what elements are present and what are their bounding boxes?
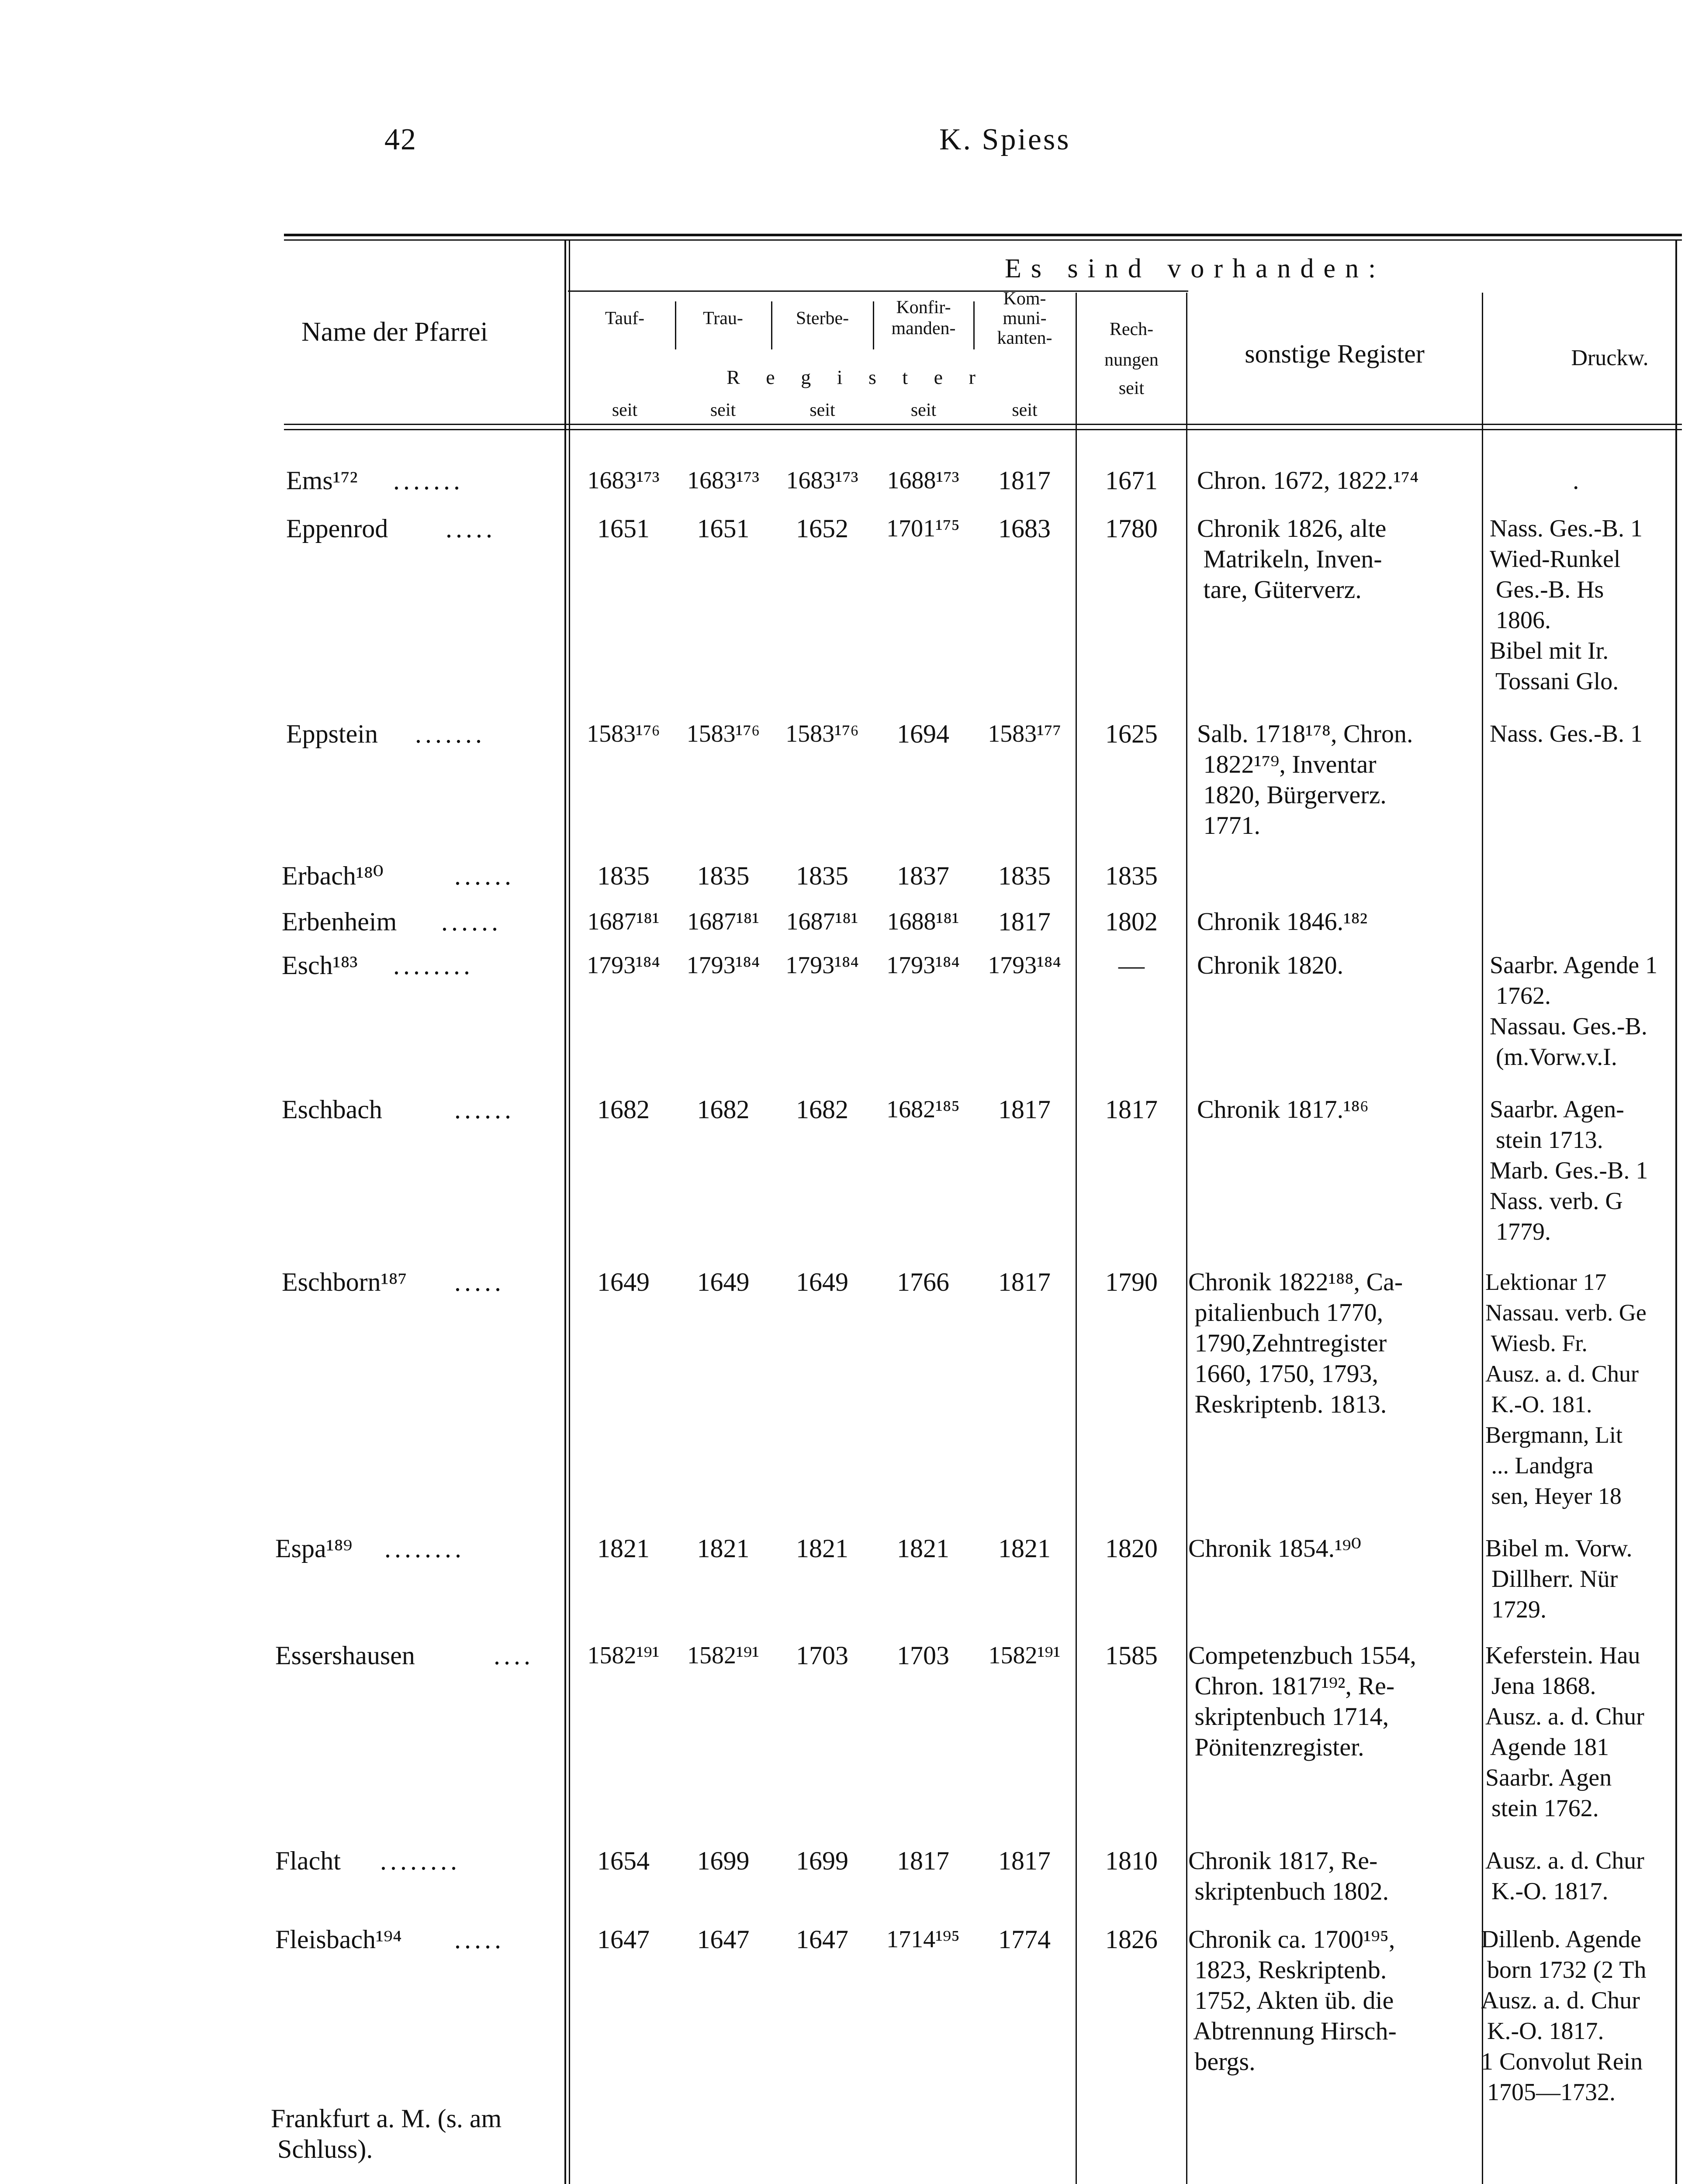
col-kom-header-1: Kom-: [1003, 289, 1046, 309]
row-3-konf: 1837: [897, 861, 949, 890]
col-trau-seit: seit: [710, 400, 736, 420]
row-2-name: Eppstein: [286, 719, 378, 748]
row-6-sonstige: Chronik 1817.¹⁸⁶: [1197, 1095, 1369, 1123]
sonst-column-rule: [1482, 293, 1483, 2184]
row-7-dots: .....: [454, 1268, 505, 1296]
row-5-sterbe: 1793¹⁸⁴: [785, 952, 859, 979]
header-bottom-rule-2: [284, 429, 1682, 430]
row-9-dots: ....: [494, 1641, 534, 1670]
row-10-sonstige: Chronik 1817, Re- skriptenbuch 1802.: [1188, 1846, 1389, 1905]
header-bottom-rule: [284, 424, 1682, 425]
row-3-tauf: 1835: [597, 861, 650, 890]
row-2-druck: Nass. Ges.-B. 1: [1490, 720, 1643, 747]
row-0-name: Ems¹⁷²: [286, 466, 358, 495]
col-sonstige-header: sonstige Register: [1245, 339, 1425, 368]
row-9-rech: 1585: [1105, 1641, 1158, 1670]
row-7-trau: 1649: [697, 1268, 750, 1296]
row-10-druck: Ausz. a. d. Chur K.-O. 1817.: [1485, 1847, 1644, 1905]
row-2-konf: 1694: [897, 719, 949, 748]
row-10-tauf: 1654: [597, 1846, 650, 1875]
row-5-name: Esch¹⁸³: [282, 951, 358, 980]
row-3-name: Erbach¹⁸⁰: [282, 861, 384, 890]
row-11-trau: 1647: [697, 1925, 750, 1954]
row-11-name: Fleisbach¹⁹⁴: [275, 1925, 402, 1954]
top-rule-thin: [284, 239, 1682, 241]
row-5-sonstige: Chronik 1820.: [1197, 951, 1344, 979]
row-2-sonstige: Salb. 1718¹⁷⁸, Chron. 1822¹⁷⁹, Inventar 1820, Bürgerverz. 1771.: [1197, 719, 1413, 840]
row-6-trau: 1682: [697, 1095, 750, 1124]
row-1-druck: Nass. Ges.-B. 1 Wied-Runkel Ges.-B. Hs 1806. Bibel mit Ir. Tossani Glo.: [1490, 515, 1643, 695]
row-1-name: Eppenrod: [286, 514, 388, 543]
row-1-tauf: 1651: [597, 514, 650, 543]
col-name-header: Name der Pfarrei: [301, 317, 488, 347]
row-5-rech: —: [1118, 951, 1145, 980]
col-druck-header: Druckw.: [1571, 346, 1649, 370]
row-6-druck: Saarbr. Agen- stein 1713. Marb. Ges.-B. 1 Nass. verb. G 1779.: [1490, 1096, 1648, 1245]
row-8-druck: Bibel m. Vorw. Dillherr. Nür 1729.: [1485, 1535, 1633, 1623]
row-3-rech: 1835: [1105, 861, 1158, 890]
row-11-dots: .....: [454, 1925, 505, 1954]
row-12-name: Frankfurt a. M. (s. am Schluss).: [271, 2104, 502, 2163]
col-registers-header: R e g i s t e r: [726, 366, 986, 388]
row-1-sonstige: Chronik 1826, alte Matrikeln, Inven- tare, Güterverz.: [1197, 514, 1387, 604]
col-rech-header-1: Rech-: [1109, 319, 1154, 339]
row-2-kom: 1583¹⁷⁷: [988, 720, 1061, 747]
row-10-dots: ........: [380, 1846, 460, 1875]
row-3-dots: ......: [454, 861, 515, 890]
row-7-druck: Lektionar 17 Nassau. verb. Ge Wiesb. Fr. Ausz. a. d. Chur K.-O. 181. Bergmann, Lit ... Landgra sen, Heyer 18: [1485, 1269, 1647, 1509]
row-4-sterbe: 1687¹⁸¹: [786, 908, 858, 935]
row-4-rech: 1802: [1105, 907, 1158, 936]
row-2-trau: 1583¹⁷⁶: [686, 720, 760, 747]
col-konfir-header-1: Konfir-: [896, 297, 951, 318]
row-2-dots: .......: [415, 719, 485, 748]
col-trau-header: Trau-: [703, 308, 743, 328]
row-9-name: Essershausen: [275, 1641, 415, 1670]
row-5-konf: 1793¹⁸⁴: [886, 952, 960, 979]
row-6-name: Eschbach: [282, 1095, 382, 1124]
row-4-sonstige: Chronik 1846.¹⁸²: [1197, 907, 1368, 936]
row-6-konf: 1682¹⁸⁵: [886, 1096, 960, 1123]
col-rech-header-2: nungen: [1104, 350, 1159, 370]
row-8-tauf: 1821: [597, 1534, 650, 1563]
row-8-dots: ........: [384, 1534, 465, 1563]
row-0-dots: .......: [393, 466, 464, 495]
row-4-konf: 1688¹⁸¹: [887, 908, 959, 935]
row-4-kom: 1817: [998, 907, 1051, 936]
row-9-kom: 1582¹⁹¹: [988, 1642, 1061, 1669]
col-kom-seit: seit: [1012, 400, 1038, 420]
row-10-name: Flacht: [275, 1846, 341, 1875]
row-9-konf: 1703: [897, 1641, 949, 1670]
row-7-rech: 1790: [1105, 1268, 1158, 1296]
col-tauf-header: Tauf-: [605, 308, 645, 328]
row-7-kom: 1817: [998, 1268, 1051, 1296]
row-1-dots: .....: [446, 514, 496, 543]
row-6-rech: 1817: [1105, 1095, 1158, 1124]
row-11-konf: 1714¹⁹⁵: [886, 1926, 960, 1953]
row-0-kom: 1817: [998, 466, 1051, 495]
row-8-kom: 1821: [998, 1534, 1051, 1563]
trau-header-rule: [771, 301, 772, 349]
name-column-rule-2: [569, 239, 570, 2184]
row-9-tauf: 1582¹⁹¹: [587, 1642, 660, 1669]
row-11-rech: 1826: [1105, 1925, 1158, 1954]
col-present-header: Es sind vorhanden:: [1005, 254, 1386, 283]
row-11-sterbe: 1647: [796, 1925, 848, 1954]
row-9-druck: Keferstein. Hau Jena 1868. Ausz. a. d. Chur Agende 181 Saarbr. Agen stein 1762.: [1485, 1642, 1644, 1822]
row-11-tauf: 1647: [597, 1925, 650, 1954]
row-7-sterbe: 1649: [796, 1268, 848, 1296]
konf-header-rule: [973, 301, 975, 349]
row-11-kom: 1774: [998, 1925, 1051, 1954]
col-konf-seit: seit: [910, 400, 937, 420]
col-konfir-header-2: manden-: [891, 318, 956, 339]
row-5-druck: Saarbr. Agende 1 1762. Nassau. Ges.-B. (m.Vorw.v.I.: [1490, 952, 1658, 1071]
row-9-sterbe: 1703: [796, 1641, 848, 1670]
row-0-rech: 1671: [1105, 466, 1158, 495]
present-rule: [568, 290, 1188, 292]
row-8-name: Espa¹⁸⁹: [275, 1534, 353, 1563]
row-11-druck: Dillenb. Agende born 1732 (2 Th Ausz. a. d. Chur K.-O. 1817. 1 Convolut Rein 1705—1732.: [1481, 1926, 1647, 2106]
row-1-konf: 1701¹⁷⁵: [886, 515, 960, 542]
row-6-sterbe: 1682: [796, 1095, 848, 1124]
sterbe-header-rule: [873, 301, 874, 349]
row-8-rech: 1820: [1105, 1534, 1158, 1563]
row-2-rech: 1625: [1105, 719, 1158, 748]
page-number: 42: [384, 123, 417, 156]
row-10-kom: 1817: [998, 1846, 1051, 1875]
row-0-tauf: 1683¹⁷³: [587, 467, 660, 494]
row-5-trau: 1793¹⁸⁴: [686, 952, 760, 979]
row-3-trau: 1835: [697, 861, 750, 890]
row-9-trau: 1582¹⁹¹: [687, 1642, 760, 1669]
row-8-sonstige: Chronik 1854.¹⁹⁰: [1188, 1534, 1361, 1562]
right-edge-rule: [1675, 239, 1677, 2184]
kom-column-rule: [1076, 293, 1077, 2184]
row-0-sterbe: 1683¹⁷³: [786, 467, 858, 494]
row-1-sterbe: 1652: [796, 514, 848, 543]
row-9-sonstige: Competenzbuch 1554, Chron. 1817¹⁹², Re- skriptenbuch 1714, Pönitenzregister.: [1188, 1641, 1416, 1761]
row-11-sonstige: Chronik ca. 1700¹⁹⁵, 1823, Reskriptenb. 1752, Akten üb. die Abtrennung Hirsch- bergs.: [1188, 1925, 1397, 2076]
row-8-konf: 1821: [897, 1534, 949, 1563]
row-4-dots: ......: [441, 907, 502, 936]
row-1-trau: 1651: [697, 514, 750, 543]
col-rech-header-3: seit: [1118, 378, 1145, 398]
row-7-name: Eschborn¹⁸⁷: [282, 1268, 407, 1296]
col-sterbe-seit: seit: [809, 400, 835, 420]
row-10-rech: 1810: [1105, 1846, 1158, 1875]
row-1-kom: 1683: [998, 514, 1051, 543]
row-8-sterbe: 1821: [796, 1534, 848, 1563]
row-10-trau: 1699: [697, 1846, 750, 1875]
row-2-sterbe: 1583¹⁷⁶: [785, 720, 859, 747]
row-4-tauf: 1687¹⁸¹: [587, 908, 660, 935]
rech-column-rule: [1186, 293, 1187, 2184]
top-rule: [284, 234, 1682, 236]
row-3-sterbe: 1835: [796, 861, 848, 890]
row-7-sonstige: Chronik 1822¹⁸⁸, Ca- pitalienbuch 1770, 1790,Zehntregister 1660, 1750, 1793, Reskriptenb. 1813.: [1188, 1268, 1403, 1418]
col-tauf-seit: seit: [612, 400, 638, 420]
col-sterbe-header: Sterbe-: [796, 308, 849, 328]
row-2-tauf: 1583¹⁷⁶: [587, 720, 660, 747]
row-7-konf: 1766: [897, 1268, 949, 1296]
row-6-tauf: 1682: [597, 1095, 650, 1124]
row-5-kom: 1793¹⁸⁴: [988, 952, 1061, 979]
row-5-tauf: 1793¹⁸⁴: [587, 952, 660, 979]
row-0-konf: 1688¹⁷³: [887, 467, 959, 494]
row-8-trau: 1821: [697, 1534, 750, 1563]
row-5-dots: ........: [393, 951, 474, 980]
row-4-trau: 1687¹⁸¹: [687, 908, 760, 935]
row-10-sterbe: 1699: [796, 1846, 848, 1875]
col-kom-header-2: muni-: [1003, 308, 1047, 328]
row-0-sonstige: Chron. 1672, 1822.¹⁷⁴: [1197, 466, 1419, 494]
row-10-konf: 1817: [897, 1846, 949, 1875]
row-4-name: Erbenheim: [282, 907, 397, 936]
row-3-kom: 1835: [998, 861, 1051, 890]
tauf-header-rule: [675, 301, 676, 349]
row-1-rech: 1780: [1105, 514, 1158, 543]
row-0-druck: .: [1573, 466, 1579, 494]
name-column-rule: [564, 239, 566, 2184]
row-6-kom: 1817: [998, 1095, 1051, 1124]
col-kom-header-3: kanten-: [997, 328, 1052, 348]
running-title: K. Spiess: [939, 123, 1071, 156]
row-7-tauf: 1649: [597, 1268, 650, 1296]
row-6-dots: ......: [454, 1095, 515, 1124]
row-0-trau: 1683¹⁷³: [687, 467, 760, 494]
